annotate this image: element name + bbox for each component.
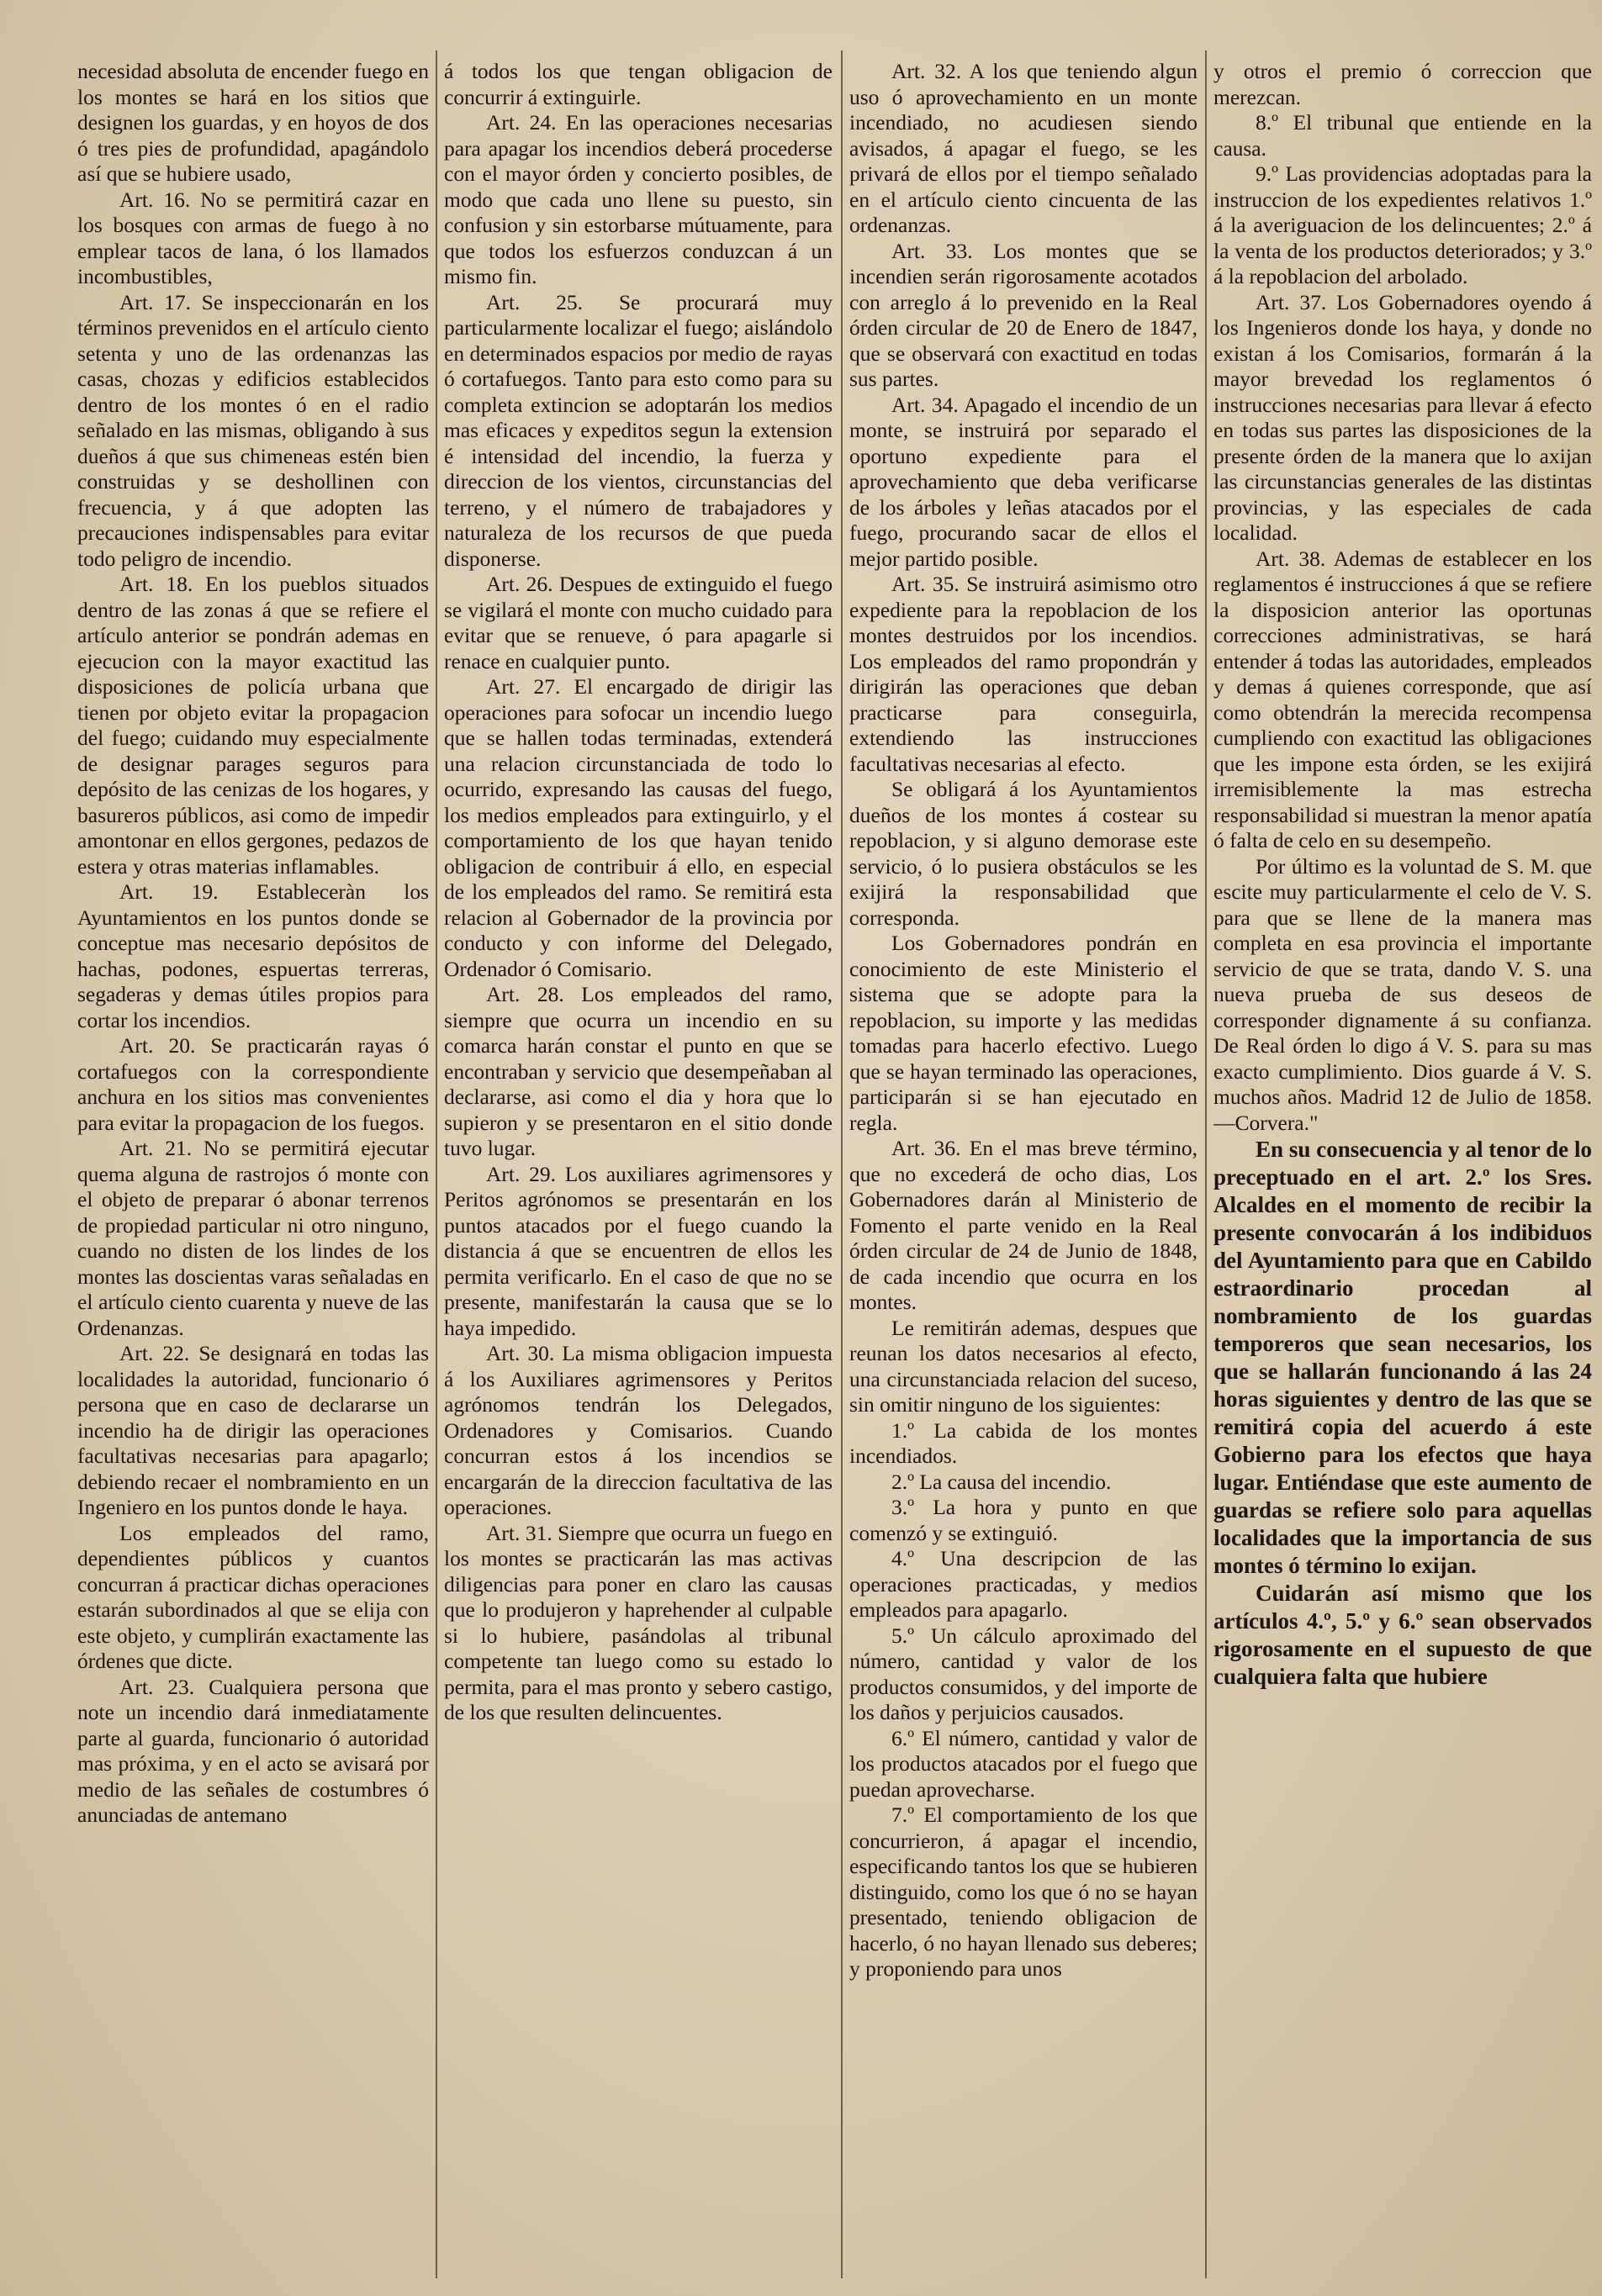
paragraph: Art. 35. Se instruirá asimismo otro expediente para la repoblacion de los montes destruidos por los incendios. Los empleados del ramo propondrán y dirigirán las operaciones que deban practicarse para conseguirla, extendiendo las instrucciones facultativas necesarias al efecto. bbox=[849, 572, 1198, 776]
paragraph: Art. 38. Ademas de establecer en los reglamentos é instrucciones á que se refiere la disposicion anterior las oportunas correcciones administrativas, se hará entender á todas las autoridades, empleados y demas á quienes corresponde, que así como obtendrán la merecida recompensa cumpliendo con exactitud las obligaciones que les impone esta órden, se les exijirá irremisiblemente la mas estrecha responsabilidad si muestran la menor apatía ó falta de celo en su desempeño. bbox=[1213, 546, 1592, 852]
text-column-3 bbox=[849, 59, 1198, 2274]
paragraph: Art. 17. Se inspeccionarán en los términos prevenidos en el artículo ciento setenta y uno de las ordenanzas las casas, chozas y edificios establecidos dentro de los montes ó en el radio señalado en las mismas, obligando à sus dueños á que sus chimeneas estén bien construidas y se deshollinen con frecuencia, y á que adopten las precauciones indispensables para evitar todo peligro de incendio. bbox=[77, 289, 429, 571]
paragraph: Art. 33. Los montes que se incendien serán rigorosamente acotados con arreglo á lo prevenido en la Real órden circular de 20 de Enero de 1847, que se observará con exactitud en todas sus partes. bbox=[849, 238, 1198, 391]
paragraph: 4.º Una descripcion de las operaciones practicadas, y medios empleados para apagarlo. bbox=[849, 1546, 1198, 1622]
paragraph: Art. 31. Siempre que ocurra un fuego en los montes se practicarán las mas activas diligencias para poner en claro las causas que lo produjeron y haprehender al culpable si lo hubiere, pasándolas al tribunal competente tan luego como su estado lo permita, para el mas pronto y sebero castigo, de los que resulten delincuentes. bbox=[444, 1520, 833, 1724]
paragraph: Art. 32. A los que teniendo algun uso ó aprovechamiento en un monte incendiado, no acudiesen siendo avisados, á apagar el fuego, se les privará de ellos por el tiempo señalado en el artículo ciento cincuenta de las ordenanzas. bbox=[849, 59, 1198, 237]
text-column-1 bbox=[77, 59, 429, 2274]
paragraph: 2.º La causa del incendio. bbox=[891, 1469, 1112, 1494]
paragraph: Art. 28. Los empleados del ramo, siempre que ocurra un incendio en su comarca harán constar el punto en que se encontraban y servicio que desempeñaban al declararse, asi como el dia y hora que lo supieron y se presentaron en el sitio donde tuvo lugar. bbox=[444, 982, 833, 1160]
text-column-2 bbox=[444, 59, 833, 2274]
column-rule bbox=[841, 50, 843, 2278]
paragraph: 3.º La hora y punto en que comenzó y se extinguió. bbox=[849, 1495, 1198, 1545]
paragraph: necesidad absoluta de encender fuego en los montes se hará en los sitios que designen los guardas, y en hoyos de dos ó tres pies de profundidad, apagándolo así que se hubiere usado, bbox=[77, 59, 429, 186]
paragraph: Art. 25. Se procurará muy particularmente localizar el fuego; aislándolo en determinados espacios por medio de rayas ó cortafuegos. Tanto para esto como para su completa extincion se adoptarán los medios mas eficaces y expeditos segun la extension é intensidad del incendio, la fuerza y direccion de los vientos, circunstancias del terreno, y el número de trabajadores y naturaleza de los recursos de que pueda disponerse. bbox=[444, 289, 833, 571]
paragraph: Art. 37. Los Gobernadores oyendo á los Ingenieros donde los haya, y donde no existan á los Comisarios, formarán á la mayor brevedad los reglamentos ó instrucciones necesarias para llevar á efecto en todas sus partes las disposiciones de la presente órden de la manera que lo axijan las circunstancias generales de las distintas provincias, y las especiales de cada localidad. bbox=[1213, 289, 1592, 545]
paragraph: Art. 18. En los pueblos situados dentro de las zonas á que se refiere el artículo anterior se pondrán ademas en ejecucion con la mayor exactitud las disposiciones de policía urbana que tienen por objeto evitar la propagacion del fuego; cuidando muy especialmente de designar parages seguros para depósito de las cenizas de los hogares, y basureros públicos, asi como de impedir amontonar en ellos gergones, pedazos de estera y otras materias inflamables. bbox=[77, 572, 429, 879]
paragraph: 8.º El tribunal que entiende en la causa. bbox=[1213, 110, 1592, 161]
paragraph: En su consecuencia y al tenor de lo preceptuado en el art. 2.º los Sres. Alcaldes en el momento de recibir la presente convocarán á los indibiduos del Ayuntamiento para que en Cabildo estraordinario procedan al nombramiento de los guardas temporeros que sean necesarios, los que se hallarán funcionando á las 24 horas siguientes y dentro de las que se remitirá copia del acuerdo á este Gobierno para los efectos que haya lugar. Entiéndase que este aumento de guardas se refiere solo para aquellas localidades que la importancia de sus montes ó término lo exijan. bbox=[1213, 1137, 1592, 1578]
paragraph: Por último es la voluntad de S. M. que escite muy particularmente el celo de V. S. para que se llene de la manera mas completa en esa provincia el importante servicio de que se trata, dando V. S. una nueva prueba de sus deseos de corresponder dignamente á su confianza. De Real órden lo digo á V. S. para su mas exacto cumplimiento. Dios guarde á V. S. muchos años. Madrid 12 de Julio de 1858.—Corvera." bbox=[1213, 853, 1592, 1135]
paragraph: Art. 24. En las operaciones necesarias para apagar los incendios deberá procederse con el mayor órden y concierto posibles, de modo que cada uno llene su puesto, sin confusion y sin estorbarse mútuamente, para que todos los esfuerzos conduzcan á un mismo fin. bbox=[444, 110, 833, 288]
paragraph: Art. 34. Apagado el incendio de un monte, se instruirá por separado el oportuno expediente para el aprovechamiento que deba verificarse de los árboles y leñas atacados por el fuego, procurando sacar de ellos el mejor partido posible. bbox=[849, 392, 1198, 571]
paragraph: Art. 27. El encargado de dirigir las operaciones para sofocar un incendio luego que se hallen todas terminadas, extenderá una relacion circunstanciada de todo lo ocurrido, expresando las causas del fuego, los medios empleados para extinguirlo, y el comportamiento de los que hayan tenido obligacion de contribuir á ello, en especial de los empleados del ramo. Se remitirá esta relacion al Gobernador de la provincia por conducto y con informe del Delegado, Ordenador ó Comisario. bbox=[444, 674, 833, 981]
paragraph: Le remitirán ademas, despues que reunan los datos necesarios al efecto, una circunstanciada relacion del suceso, sin omitir ninguno de los siguientes: bbox=[849, 1315, 1198, 1417]
paragraph: 1.º La cabida de los montes incendiados. bbox=[849, 1417, 1198, 1468]
paragraph: Los empleados del ramo, dependientes públicos y cuantos concurran á practicar dichas operaciones estarán subordinados al que se elija con este objeto, y cumplirán exactamente las órdenes que dicte. bbox=[77, 1520, 429, 1673]
paragraph: Se obligará á los Ayuntamientos dueños de los montes á costear su repoblacion, y si alguno demorase este servicio, ó lo pusiera obstáculos se les exijirá la responsabilidad que corresponda. bbox=[849, 777, 1198, 930]
paragraph: Art. 20. Se practicarán rayas ó cortafuegos con la correspondiente anchura en los sitios mas convenientes para evitar la propagacion de los fuegos. bbox=[77, 1033, 429, 1135]
paragraph: 7.º El comportamiento de los que concurrieron, á apagar el incendio, especificando tantos los que se hubieren distinguido, como los que ó no se hayan presentado, teniendo obligacion de hacerlo, ó no hayan llenado sus deberes; y proponiendo para unos bbox=[849, 1802, 1198, 1981]
paragraph: Art. 26. Despues de extinguido el fuego se vigilará el monte con mucho cuidado para evitar que se renueve, ó para apagarle si renace en cualquier punto. bbox=[444, 572, 833, 673]
paragraph: Los Gobernadores pondrán en conocimiento de este Ministerio el sistema que se adopte para la repoblacion, su importe y las medidas tomadas para hacerlo efectivo. Luego que se hayan terminado las operaciones, participarán si se han ejecutado en regla. bbox=[849, 931, 1198, 1135]
paragraph: Art. 16. No se permitirá cazar en los bosques con armas de fuego à no emplear tacos de lana, ó los llamados incombustibles, bbox=[77, 187, 429, 288]
paragraph: á todos los que tengan obligacion de concurrir á extinguirle. bbox=[444, 59, 833, 109]
paragraph: 9.º Las providencias adoptadas para la instruccion de los expedientes relativos 1.º á la averiguacion de los delincuentes; 2.º á la venta de los productos deteriorados; y 3.º á la repoblacion del arbolado. bbox=[1213, 161, 1592, 288]
paragraph: Art. 22. Se designará en todas las localidades la autoridad, funcionario ó persona que en caso de declararse un incendio ha de dirigir las operaciones facultativas necesarias para apagarlo; debiendo recaer el nombramiento en un Ingeniero en los puntos donde le haya. bbox=[77, 1341, 429, 1519]
paragraph: Art. 36. En el mas breve término, que no excederá de ocho dias, Los Gobernadores darán al Ministerio de Fomento el parte venido en la Real órden circular de 24 de Junio de 1848, de cada incendio que ocurra en los montes. bbox=[849, 1136, 1198, 1314]
paragraph: Cuidarán así mismo que los artículos 4.º, 5.º y 6.º sean observados rigorosamente en el supuesto de que cualquiera falta que hubiere bbox=[1213, 1581, 1592, 1689]
paragraph: Art. 23. Cualquiera persona que note un incendio dará inmediatamente parte al guarda, funcionario ó autoridad mas próxima, y en el acto se avisará por medio de las señales de costumbres ó anunciadas de antemano bbox=[77, 1674, 429, 1827]
text-column-4 bbox=[1213, 59, 1592, 2274]
paragraph: Art. 30. La misma obligacion impuesta á los Auxiliares agrimensores y Peritos agrónomos tendrán los Delegados, Ordenadores y Comisarios. Cuando concurran estos á los incendios se encargarán de la direccion facultativa de las operaciones. bbox=[444, 1341, 833, 1519]
column-rule bbox=[1205, 50, 1207, 2278]
column-rule bbox=[436, 50, 437, 2278]
paragraph: Art. 19. Estableceràn los Ayuntamientos en los puntos donde se conceptue mas necesario depósitos de hachas, podones, espuertas terreras, segaderas y demas útiles propios para cortar los incendios. bbox=[77, 879, 429, 1032]
paragraph: Art. 21. No se permitirá ejecutar quema alguna de rastrojos ó monte con el objeto de preparar ó abonar terrenos de propiedad particular ni otro ninguno, cuando no disten de los lindes de los montes las doscientas varas señaladas en el artículo ciento cuarenta y nueve de las Ordenanzas. bbox=[77, 1136, 429, 1340]
paragraph: y otros el premio ó correccion que merezcan. bbox=[1213, 59, 1592, 109]
paragraph: 5.º Un cálculo aproximado del número, cantidad y valor de los productos consumidos, y del importe de los daños y perjuicios causados. bbox=[849, 1623, 1198, 1724]
paragraph: 6.º El número, cantidad y valor de los productos atacados por el fuego que puedan aprovecharse. bbox=[849, 1725, 1198, 1802]
paragraph: Art. 29. Los auxiliares agrimensores y Peritos agrónomos se presentarán en los puntos atacados por el fuego cuando la distancia á que se encuentren de ellos les permita verificarlo. En el caso de que no se presente, manifestarán la causa que se lo haya impedido. bbox=[444, 1161, 833, 1340]
